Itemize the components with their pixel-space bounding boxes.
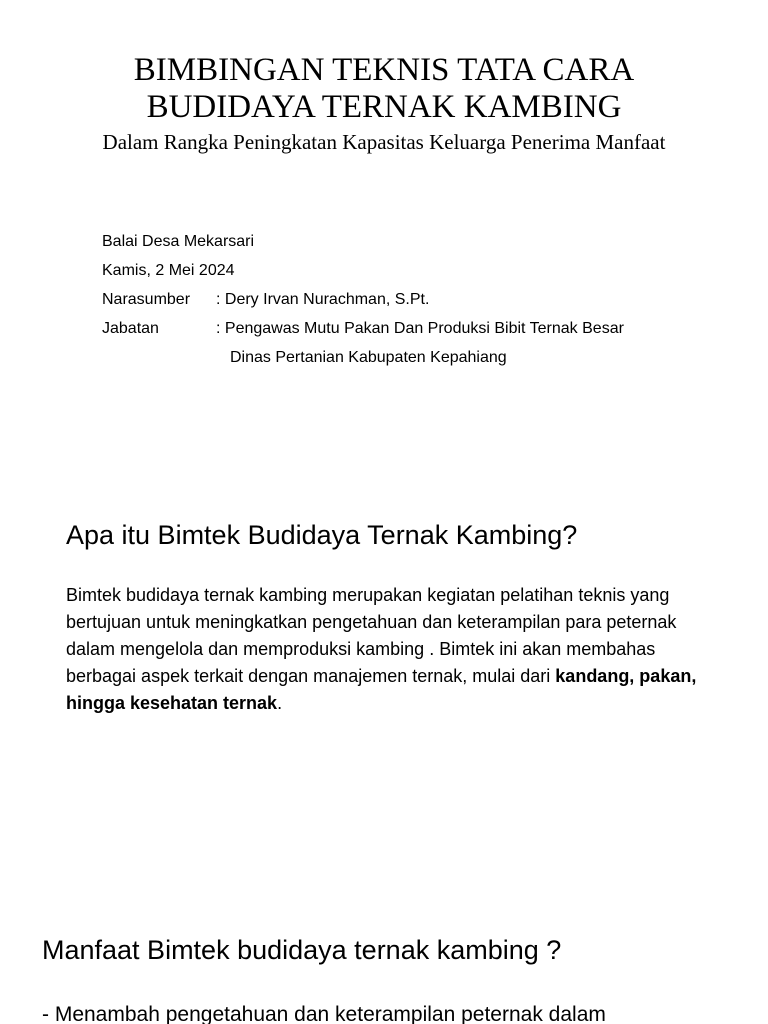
title-line-1: BIMBINGAN TEKNIS TATA CARA bbox=[133, 52, 635, 88]
event-date bbox=[102, 256, 624, 285]
benefit-list-item: - Menambah pengetahuan dan keterampilan peternak dalam bbox=[42, 1003, 606, 1024]
section-heading-what-is-bimtek: Apa itu Bimtek Budidaya Ternak Kambing? bbox=[66, 520, 578, 550]
paragraph-end: . bbox=[277, 693, 283, 713]
event-date-text: Kamis, 2 Mei 2024 bbox=[102, 262, 235, 279]
speaker-label: Narasumber bbox=[102, 291, 191, 308]
event-location-text: Balai Desa Mekarsari bbox=[102, 233, 255, 250]
event-location bbox=[102, 227, 624, 256]
position-value: : Pengawas Mutu Pakan Dan Produksi Bibit Ternak Besar bbox=[216, 320, 624, 337]
paragraph-text: Bimtek budidaya ternak kambing merupakan kegiatan pelatihan teknis yang bertujuan untuk meningkatkan pengetahuan dan keterampilan para peternak dalam mengelola dan memproduksi kambing . Bimtek ini akan membahas berbagai aspek terkait dengan manajemen ternak, mulai dari bbox=[66, 585, 677, 686]
document-subtitle: Dalam Rangka Peningkatan Kapasitas Keluarga Penerima Manfaat bbox=[102, 130, 666, 154]
section-paragraph-what-is-bimtek bbox=[66, 582, 730, 717]
event-info-block bbox=[102, 227, 624, 372]
speaker-value: : Dery Irvan Nurachman, S.Pt. bbox=[216, 291, 430, 308]
position-row-continued bbox=[102, 343, 624, 372]
title-line-2: BUDIDAYA TERNAK KAMBING bbox=[146, 89, 622, 125]
document-title bbox=[0, 52, 768, 126]
speaker-row bbox=[102, 285, 624, 314]
paragraph-bold-text: kandang, pakan, hingga kesehatan ternak bbox=[66, 666, 697, 713]
position-row bbox=[102, 314, 624, 343]
position-label: Jabatan bbox=[102, 320, 159, 337]
section-heading-benefits: Manfaat Bimtek budidaya ternak kambing ? bbox=[42, 935, 562, 965]
position-value-continued: Dinas Pertanian Kabupaten Kepahiang bbox=[230, 349, 507, 366]
